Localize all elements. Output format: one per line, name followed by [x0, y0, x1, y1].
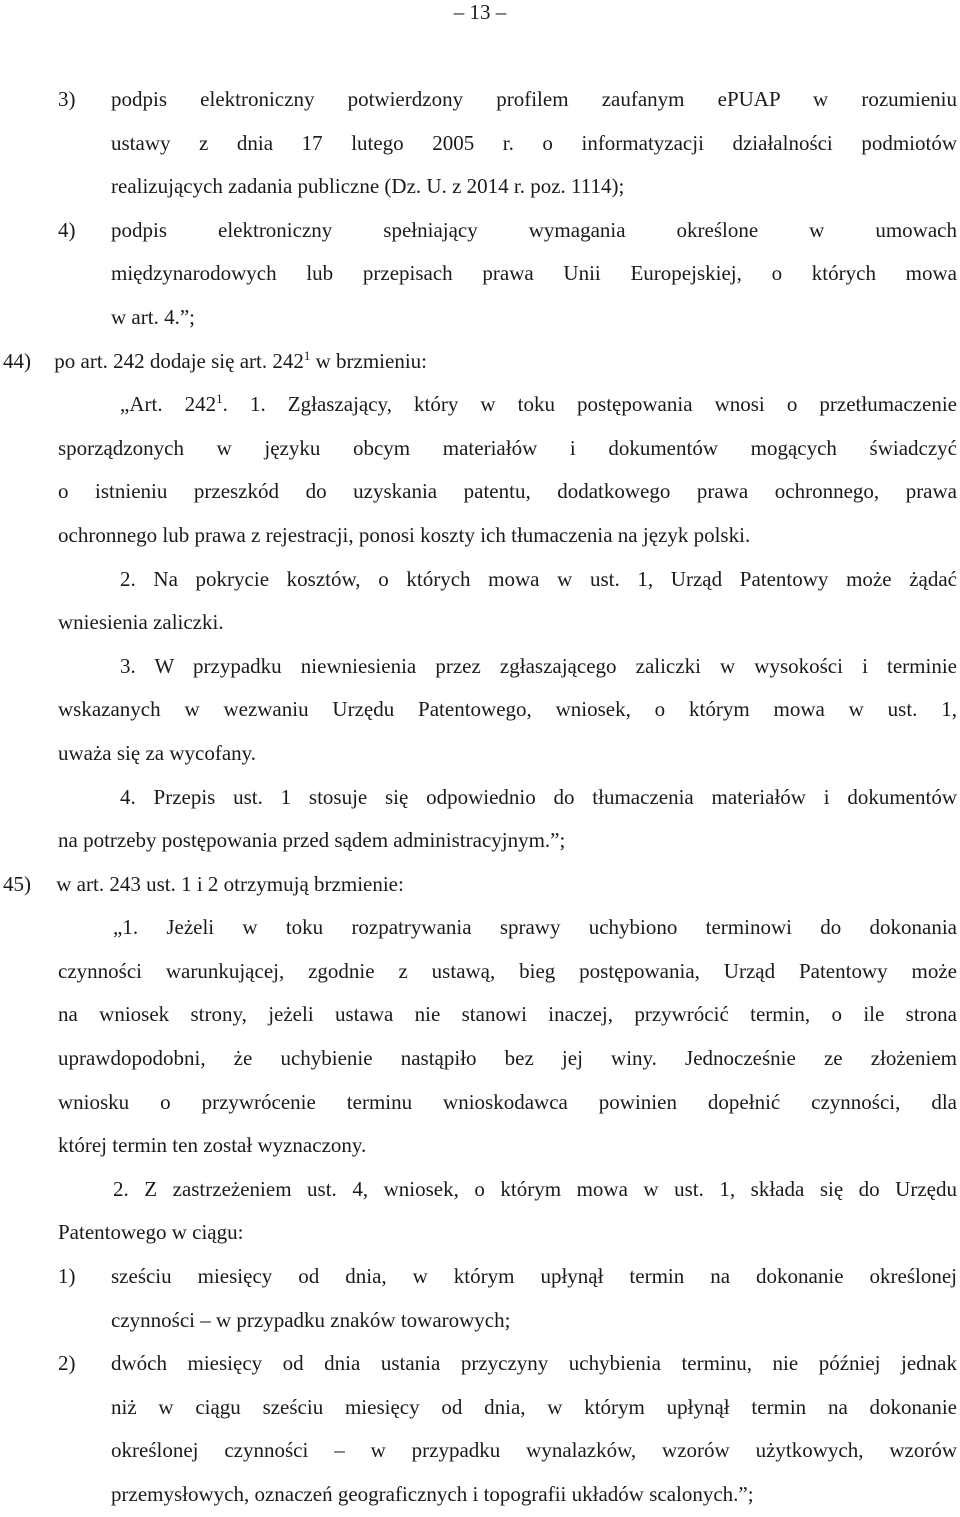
list-item-3	[58, 78, 957, 209]
text-line: określonej czynności – w przypadku wynalazków, wzorów użytkowych, wzorów	[111, 1438, 957, 1463]
text-line: wskazanych w wezwaniu Urzędu Patentowego, wniosek, o którym mowa w ust. 1,	[58, 697, 957, 722]
text-line: podpis elektroniczny potwierdzony profilem zaufanym ePUAP w rozumieniu	[111, 87, 957, 111]
text-line: przemysłowych, oznaczeń geograficznych i topografii układów scalonych.”;	[111, 1482, 754, 1506]
text-line: niż w ciągu sześciu miesięcy od dnia, w którym upłynął termin na dokonanie	[111, 1394, 957, 1419]
text-line: realizujących zadania publiczne (Dz. U. z 2014 r. poz. 1114);	[111, 174, 625, 199]
text-line: 4. Przepis ust. 1 stosuje się odpowiednio do tłumaczenia materiałów i dokumentów	[120, 784, 957, 809]
sub-list-item-2	[58, 1342, 957, 1516]
list-item-45	[3, 863, 957, 907]
text-line: sześciu miesięcy od dnia, w którym upłynął termin na dokonanie określonej	[111, 1264, 957, 1289]
text-line: uważa się za wycofany.	[58, 740, 257, 765]
list-item-number: 44)	[3, 348, 31, 373]
list-item-4	[58, 209, 957, 340]
list-item-number: 3)	[58, 87, 76, 111]
text-line: na potrzeby postępowania przed sądem administracyjnym.”;	[58, 828, 566, 853]
text-line: 3. W przypadku niewniesienia przez zgłaszającego zaliczki w wysokości i terminie	[120, 653, 957, 678]
text-line: międzynarodowych lub przepisach prawa Unii Europejskiej, o których mowa	[111, 261, 957, 286]
text-line: „1. Jeżeli w toku rozpatrywania sprawy uchybiono terminowi do dokonania	[113, 915, 957, 940]
sub-list-item-1	[58, 1255, 957, 1342]
text-line: podpis elektroniczny spełniający wymagania określone w umowach	[111, 217, 957, 242]
text-line: na wniosek strony, jeżeli ustawa nie stanowi inaczej, przywrócić termin, o ile strona	[58, 1002, 957, 1027]
text-line: 2. Z zastrzeżeniem ust. 4, wniosek, o którym mowa w ust. 1, składa się do Urzędu	[113, 1176, 957, 1201]
list-item-number: 2)	[58, 1351, 76, 1376]
text-line: ustawy z dnia 17 lutego 2005 r. o informatyzacji działalności podmiotów	[111, 130, 957, 155]
text-line: sporządzonych w języku obcym materiałów i dokumentów mogących świadczyć	[58, 435, 957, 460]
text-line: wniosku o przywrócenie terminu wnioskodawca powinien dopełnić czynności, dla	[58, 1089, 957, 1114]
text-line: uprawdopodobni, że uchybienie nastąpiło bez jej winy. Jednocześnie ze złożeniem	[58, 1046, 957, 1071]
text-line: o istnieniu przeszkód do uzyskania patentu, dodatkowego prawa ochronnego, prawa	[58, 479, 957, 504]
list-item-number: 4)	[58, 217, 76, 242]
text-line: 2. Na pokrycie kosztów, o których mowa w ust. 1, Urząd Patentowy może żądać	[120, 566, 957, 591]
list-item-number: 45)	[3, 871, 31, 896]
text-line: w art. 4.”;	[111, 304, 195, 329]
document-body	[3, 78, 957, 1517]
text-line: czynności warunkującej, zgodnie z ustawą, bieg postępowania, Urząd Patentowy może	[58, 958, 957, 983]
text-line: wniesienia zaliczki.	[58, 610, 224, 635]
list-item-number: 1)	[58, 1264, 76, 1289]
amendment-intro: po art. 242 dodaje się art. $242^1$ w brzmieniu:	[54, 347, 427, 373]
page-number: – 13 –	[453, 0, 507, 24]
list-item-44	[3, 340, 957, 384]
text-line: Patentowego w ciągu:	[58, 1220, 244, 1245]
article-heading-line: „Art. $242^1$. 1. Zgłaszający, który w toku postępowania wnosi o przetłumaczenie	[120, 391, 957, 417]
text-line: której termin ten został wyznaczony.	[58, 1133, 367, 1158]
amendment-intro: w art. 243 ust. 1 i 2 otrzymują brzmienie:	[56, 871, 404, 896]
text-line: czynności – w przypadku znaków towarowych;	[111, 1307, 511, 1332]
text-line: dwóch miesięcy od dnia ustania przyczyny uchybienia terminu, nie później jednak	[111, 1351, 957, 1376]
text-line: ochronnego lub prawa z rejestracji, ponosi koszty ich tłumaczenia na język polski.	[58, 522, 751, 547]
